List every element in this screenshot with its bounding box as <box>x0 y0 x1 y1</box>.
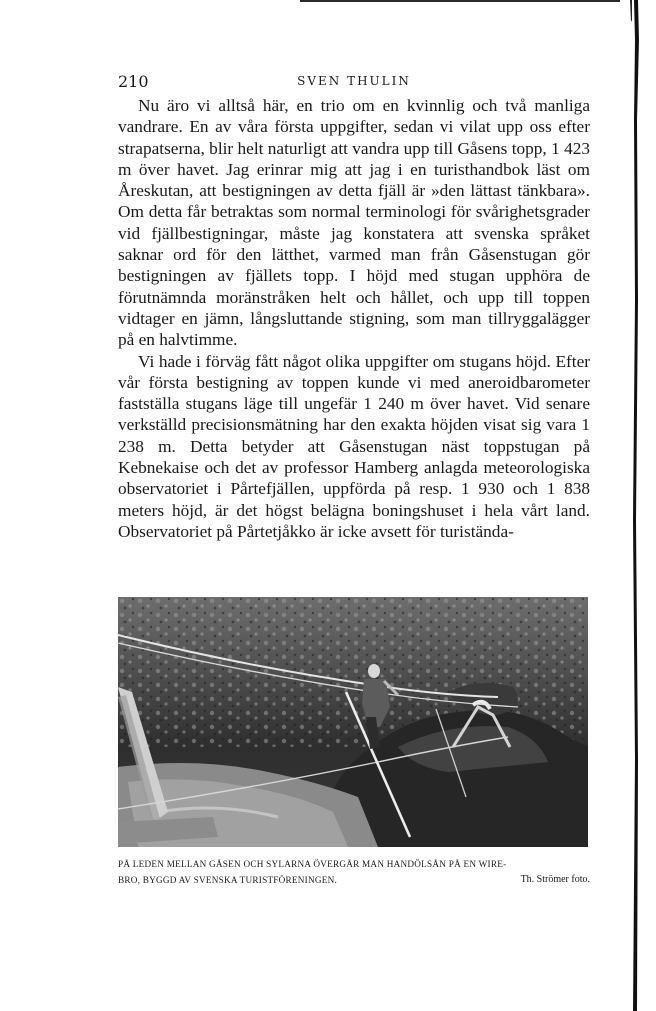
paragraph-1: Nu äro vi alltså här, en trio om en kvinnlig och två manliga vandrare. En av våra första uppgifter, sedan vi vilat upp oss efter strapatserna, blir helt naturligt att vandra upp till Gåsens topp, 1 423 m över havet. Jag erinrar mig att jag i en turisthandbok läst om Åreskutan, att bestigningen av detta fjäll är »den lättast tänkbara». Om detta får betraktas som normal terminologi för svårighetsgrader vid fjällbestigningar, måste jag konstatera att svenska språket saknar ord för den lätthet, varmed man från Gåsenstugan gör bestigningen av fjällets topp. I höjd med stugan upphöra de förutnämnda moränstråken helt och hållet, och upp till toppen vidtager en jämn, långsluttande stigning, som man tillryggalägger på en halvtimme. <box>118 96 590 350</box>
paragraph-2: Vi hade i förväg fått något olika uppgifter om stugans höjd. Efter vår första bestigning av toppen kunde vi med aneroidbarometer fastställa stugans läge till ungefär 1 240 m över havet. Vid senare verkställd precisionsmätning har den exakta höjden visat sig vara 1 238 m. Detta betyder att Gåsenstugan näst toppstugan på Kebnekaise och det av professor Hamberg anlagda meteorologiska observatoriet i Pårtefjällen, uppförda på resp. 1 930 och 1 838 meters höjd, är det högst belägna boningshuset i hela vårt land. Observatoriet på Pårtetjåkko är icke avsett för turistända- <box>118 351 590 541</box>
top-rule <box>300 0 620 2</box>
caption-line-2: BRO, BYGGD AV SVENSKA TURISTFÖRENINGEN. <box>118 875 338 885</box>
photo-caption <box>118 856 590 888</box>
photo-credit: Th. Strömer foto. <box>520 874 590 885</box>
wire-bridge-photo <box>118 597 588 847</box>
body-text <box>118 95 590 542</box>
page-edge-shadow <box>626 0 656 1011</box>
caption-line-1: PÅ LEDEN MELLAN GÅSEN OCH SYLARNA ÖVERGÅR MAN HANDÖLSÅN PÅ EN WIRE- <box>118 859 507 869</box>
page-number: 210 <box>118 72 149 91</box>
page-header <box>118 72 590 92</box>
running-head: SVEN THULIN <box>297 74 411 88</box>
caption-line-2-row <box>118 872 590 888</box>
